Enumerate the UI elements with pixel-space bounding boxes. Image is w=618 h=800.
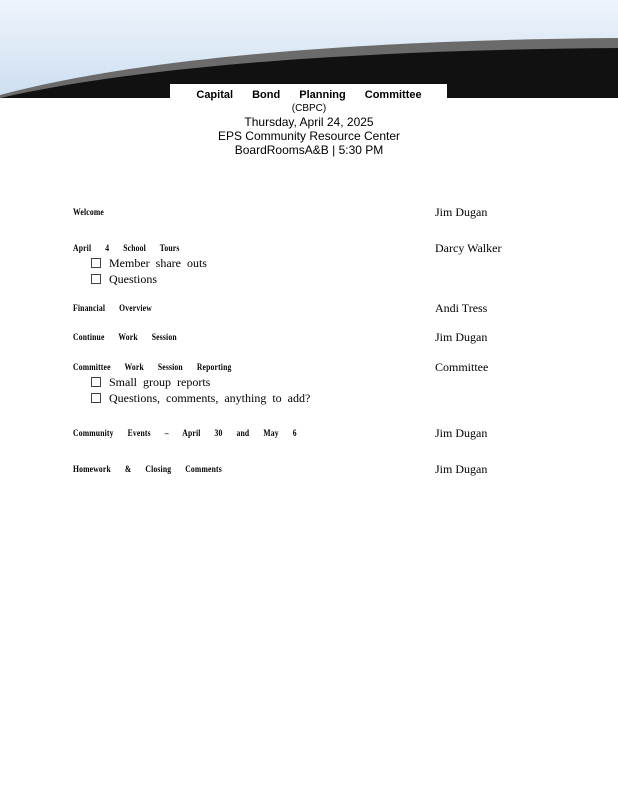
agenda-item-session-reporting: Committee Work Session Reporting <box>73 362 232 372</box>
presenter-school-tours: Darcy Walker <box>435 241 502 255</box>
agenda-item-financial-overview: Financial Overview <box>73 303 152 313</box>
meeting-venue: EPS Community Resource Center <box>217 129 401 143</box>
bullet-box-icon <box>91 393 101 403</box>
presenter-homework-closing: Jim Dugan <box>435 462 488 476</box>
agenda-item-community-events: Community Events – April 30 and May 6 <box>73 428 297 438</box>
bullet-questions-comments: Questions, comments, anything to add? <box>91 391 310 406</box>
bullet-member-share-outs: Member share outs <box>91 256 207 271</box>
bullet-box-icon <box>91 258 101 268</box>
presenter-community-events: Jim Dugan <box>435 426 488 440</box>
bullet-questions: Questions <box>91 272 157 287</box>
agenda-item-homework-closing: Homework & Closing Comments <box>73 464 222 474</box>
presenter-session-reporting: Committee <box>435 360 489 374</box>
agenda-item-work-session: Continue Work Session <box>73 332 177 342</box>
presenter-financial-overview: Andi Tress <box>435 301 488 315</box>
meeting-title: Capital Bond Planning Committee <box>196 89 422 101</box>
bullet-box-icon <box>91 377 101 387</box>
meeting-abbreviation: (CBPC) <box>291 103 327 114</box>
agenda-item-school-tours: April 4 School Tours <box>73 243 180 253</box>
meeting-date: Thursday, April 24, 2025 <box>244 115 374 129</box>
agenda-item-welcome: Welcome <box>73 207 104 217</box>
presenter-work-session: Jim Dugan <box>435 330 488 344</box>
bullet-small-group-reports: Small group reports <box>91 375 210 390</box>
presenter-welcome: Jim Dugan <box>435 205 488 219</box>
bullet-box-icon <box>91 274 101 284</box>
meeting-room-time: BoardRoomsA&B | 5:30 PM <box>234 143 384 157</box>
